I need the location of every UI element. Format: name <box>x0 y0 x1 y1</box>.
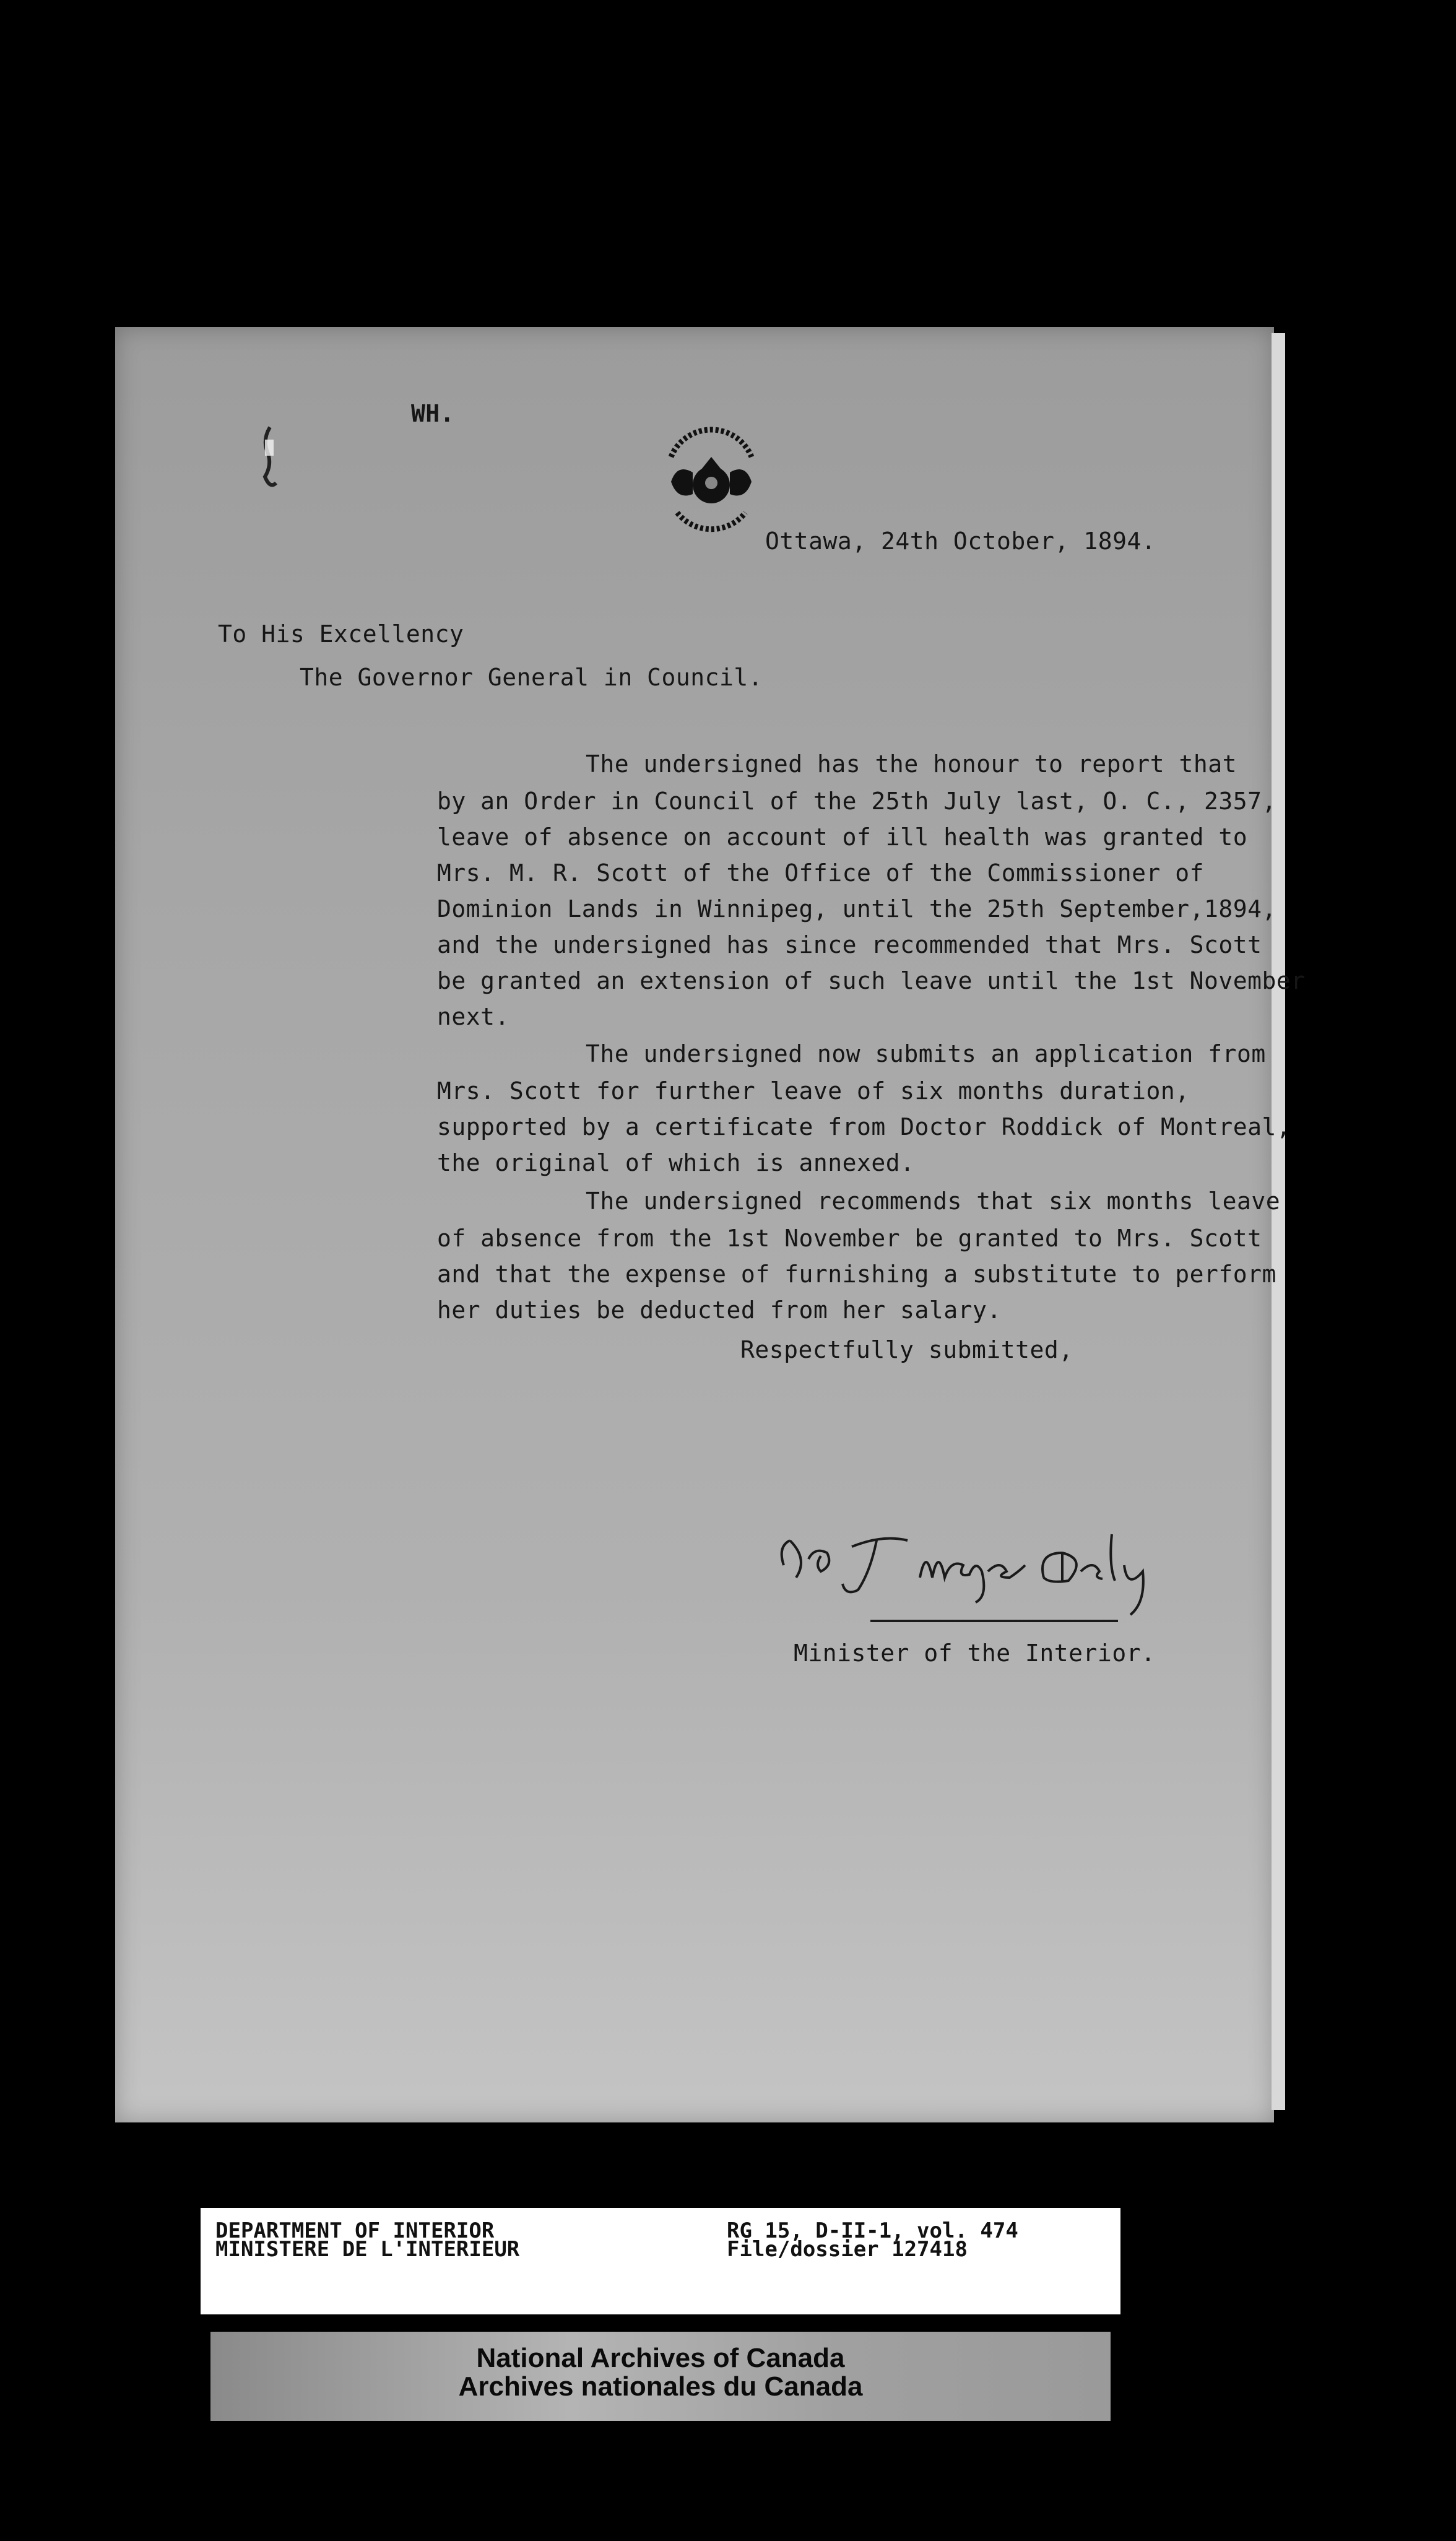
signatory-title: Minister of the Interior. <box>794 1640 1156 1667</box>
body-line: and that the expense of furnishing a substitute to perform <box>437 1261 1276 1288</box>
body-line: of absence from the 1st November be granted to Mrs. Scott <box>437 1225 1262 1252</box>
body-line: the original of which is annexed. <box>437 1149 915 1176</box>
archives-name-french: Archives nationales du Canada <box>458 2371 863 2402</box>
body-line: Dominion Lands in Winnipeg, until the 25th September,1894, <box>437 895 1276 923</box>
handwritten-signature <box>771 1522 1192 1627</box>
department-english: DEPARTMENT OF INTERIOR <box>215 2218 495 2243</box>
body-line: The undersigned has the honour to report that <box>586 750 1237 778</box>
department-french: MINISTERE DE L'INTERIEUR <box>215 2237 520 2262</box>
initials: WH. <box>411 400 455 427</box>
paper-edge <box>1272 333 1285 2110</box>
file-number: File/dossier 127418 <box>727 2237 968 2262</box>
body-line: Mrs. M. R. Scott of the Office of the Commissioner of <box>437 859 1205 887</box>
dateline: Ottawa, 24th October, 1894. <box>765 528 1156 555</box>
department-crest-icon <box>652 414 770 537</box>
salutation-line-2: The Governor General in Council. <box>300 664 763 691</box>
closing: Respectfully submitted, <box>740 1336 1073 1363</box>
body-line: The undersigned now submits an application from <box>586 1040 1266 1067</box>
body-line: her duties be deducted from her salary. <box>437 1297 1002 1324</box>
body-line: by an Order in Council of the 25th July last, O. C., 2357, <box>437 788 1276 815</box>
body-line: supported by a certificate from Doctor Roddick of Montreal, <box>437 1113 1291 1140</box>
body-line: and the undersigned has since recommended that Mrs. Scott <box>437 931 1262 958</box>
archives-banner <box>210 2332 1111 2421</box>
salutation-line-1: To His Excellency <box>218 620 464 648</box>
body-line: leave of absence on account of ill health was granted to <box>437 823 1248 851</box>
body-line: Mrs. Scott for further leave of six months duration, <box>437 1077 1190 1105</box>
record-group-reference: RG 15, D-II-1, vol. 474 <box>727 2218 1018 2243</box>
body-line: next. <box>437 1003 509 1030</box>
body-line: be granted an extension of such leave until the 1st November <box>437 967 1306 994</box>
archives-name-english: National Archives of Canada <box>476 2343 845 2373</box>
letter-page <box>115 327 1306 2122</box>
archive-reference-label <box>201 2208 1120 2314</box>
stamp-mark <box>251 421 288 495</box>
body-line: The undersigned recommends that six months leave <box>586 1188 1281 1215</box>
